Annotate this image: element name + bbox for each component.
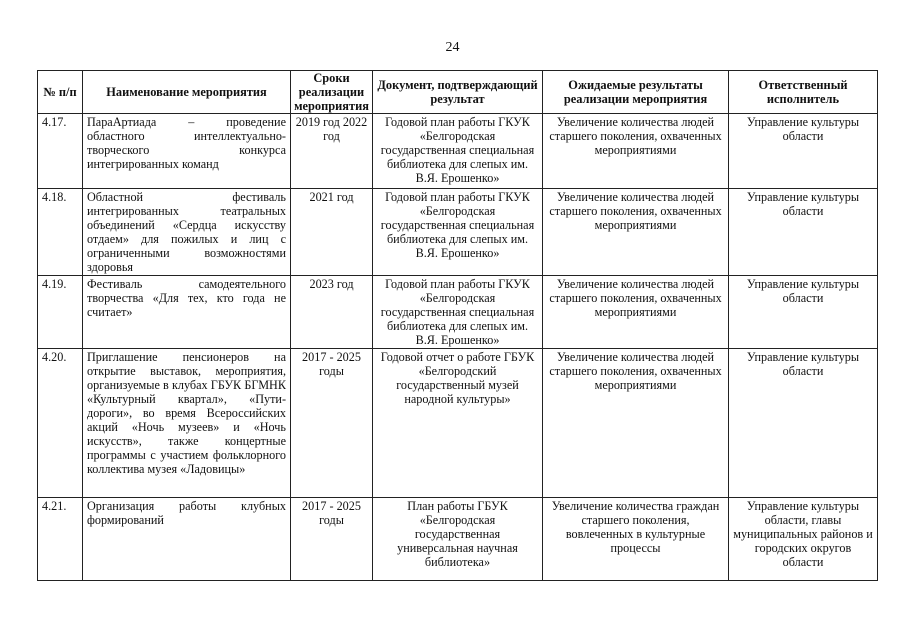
row-dates: 2023 год — [291, 276, 373, 349]
table-row — [38, 349, 878, 498]
row-dates: 2019 год 2022 год — [291, 114, 373, 189]
row-document: Годовой план работы ГКУК «Белгородская государственная специальная библиотека для слепых им. В.Я. Ерошенко» — [373, 276, 543, 349]
table-row — [38, 189, 878, 276]
header-name: Наименование мероприятия — [83, 71, 291, 114]
row-responsible: Управление культуры области — [729, 349, 878, 498]
row-num: 4.21. — [38, 498, 83, 581]
row-expected: Увеличение количества людей старшего поколения, охваченных мероприятиями — [543, 276, 729, 349]
events-table — [37, 70, 878, 581]
header-num: № п/п — [38, 71, 83, 114]
row-responsible: Управление культуры области — [729, 189, 878, 276]
row-dates: 2017 - 2025 годы — [291, 498, 373, 581]
table-row — [38, 276, 878, 349]
row-dates: 2017 - 2025 годы — [291, 349, 373, 498]
header-document: Документ, подтверждающий результат — [373, 71, 543, 114]
header-responsible: Ответственный исполнитель — [729, 71, 878, 114]
row-responsible: Управление культуры области — [729, 114, 878, 189]
header-expected: Ожидаемые результаты реализации мероприятия — [543, 71, 729, 114]
row-name: ПараАртиада – проведение областного интеллектуально-творческого конкурса интегрированных команд — [83, 114, 291, 189]
table-row — [38, 114, 878, 189]
row-expected: Увеличение количества людей старшего поколения, охваченных мероприятиями — [543, 114, 729, 189]
row-document: Годовой план работы ГКУК «Белгородская государственная специальная библиотека для слепых им. В.Я. Ерошенко» — [373, 114, 543, 189]
row-expected: Увеличение количества граждан старшего поколения, вовлеченных в культурные процессы — [543, 498, 729, 581]
row-document: Годовой план работы ГКУК «Белгородская государственная специальная библиотека для слепых им. В.Я. Ерошенко» — [373, 189, 543, 276]
row-responsible: Управление культуры области, главы муниципальных районов и городских округов области — [729, 498, 878, 581]
header-dates: Сроки реализации мероприятия — [291, 71, 373, 114]
table-header-row — [38, 71, 878, 114]
row-document: Годовой отчет о работе ГБУК «Белгородский государственный музей народной культуры» — [373, 349, 543, 498]
row-num: 4.20. — [38, 349, 83, 498]
row-expected: Увеличение количества людей старшего поколения, охваченных мероприятиями — [543, 189, 729, 276]
row-responsible: Управление культуры области — [729, 276, 878, 349]
row-name: Фестиваль самодеятельного творчества «Для тех, кто года не считает» — [83, 276, 291, 349]
row-name: Приглашение пенсионеров на открытие выставок, мероприятия, организуемые в клубах ГБУК БГМНК «Культурный квартал», «Пути-дороги», во время Всероссийских акций «Ночь музеев» и «Ночь искусств», также концертные программы с участием фольклорного коллектива музея «Ладовицы» — [83, 349, 291, 498]
table-row — [38, 498, 878, 581]
row-num: 4.17. — [38, 114, 83, 189]
row-num: 4.19. — [38, 276, 83, 349]
row-name: Организация работы клубных формирований — [83, 498, 291, 581]
page-number: 24 — [445, 40, 460, 55]
row-name: Областной фестиваль интегрированных театральных объединений «Сердца искусству отдаем» для пожилых и лиц с ограниченными возможностями здоровья — [83, 189, 291, 276]
row-document: План работы ГБУК «Белгородская государственная универсальная научная библиотека» — [373, 498, 543, 581]
row-expected: Увеличение количества людей старшего поколения, охваченных мероприятиями — [543, 349, 729, 498]
row-dates: 2021 год — [291, 189, 373, 276]
row-num: 4.18. — [38, 189, 83, 276]
